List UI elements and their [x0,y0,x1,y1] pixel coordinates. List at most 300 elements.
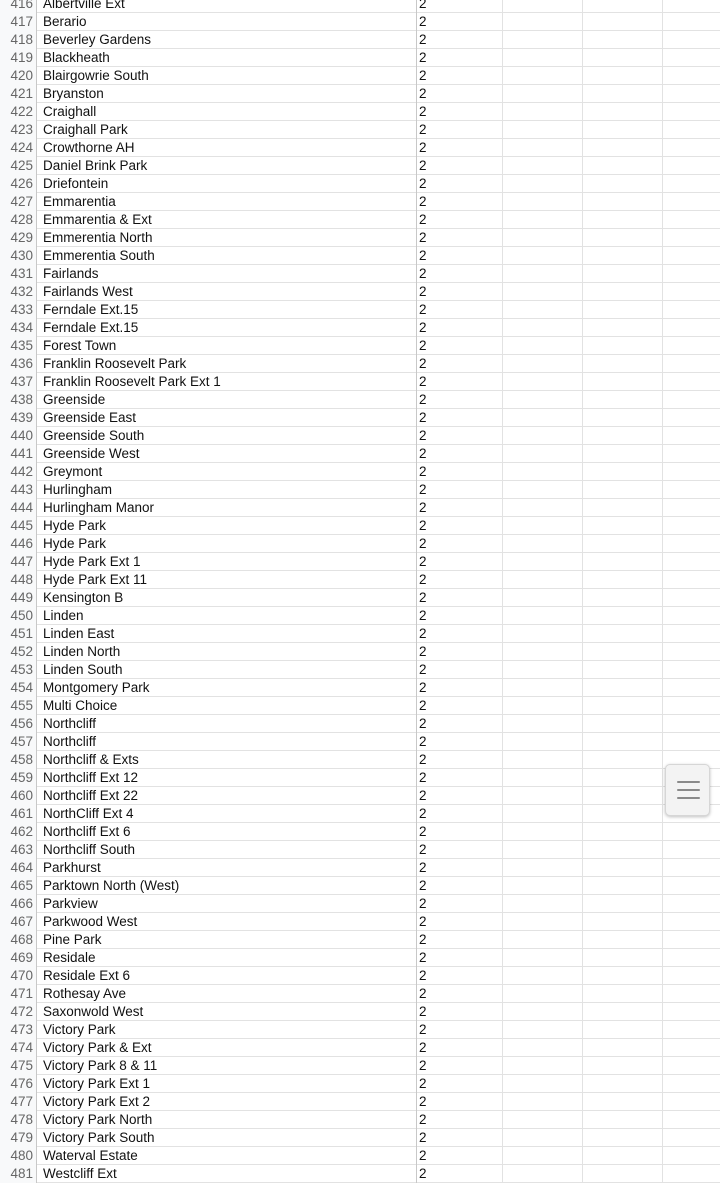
suburb-name-cell[interactable]: Linden South [37,661,417,679]
empty-cell[interactable] [663,733,720,751]
table-row[interactable] [0,157,720,175]
value-cell[interactable]: 2 [417,1021,503,1039]
suburb-name-cell[interactable]: Daniel Brink Park [37,157,417,175]
suburb-name-cell[interactable]: Northcliff [37,715,417,733]
empty-cell[interactable] [663,121,720,139]
suburb-name-cell[interactable]: Northcliff Ext 22 [37,787,417,805]
suburb-name-cell[interactable]: Hurlingham Manor [37,499,417,517]
empty-cell[interactable] [503,445,583,463]
suburb-name-cell[interactable]: Victory Park & Ext [37,1039,417,1057]
empty-cell[interactable] [663,229,720,247]
suburb-name-cell[interactable]: Rothesay Ave [37,985,417,1003]
table-row[interactable] [0,877,720,895]
empty-cell[interactable] [583,229,663,247]
value-cell[interactable]: 2 [417,985,503,1003]
empty-cell[interactable] [583,751,663,769]
suburb-name-cell[interactable]: Victory Park [37,1021,417,1039]
empty-cell[interactable] [583,769,663,787]
suburb-name-cell[interactable]: Greenside East [37,409,417,427]
value-cell[interactable]: 2 [417,13,503,31]
value-cell[interactable]: 2 [417,733,503,751]
empty-cell[interactable] [663,877,720,895]
empty-cell[interactable] [503,103,583,121]
table-row[interactable] [0,535,720,553]
empty-cell[interactable] [583,823,663,841]
empty-cell[interactable] [583,805,663,823]
table-row[interactable] [0,1093,720,1111]
empty-cell[interactable] [583,1165,663,1183]
empty-cell[interactable] [663,913,720,931]
suburb-name-cell[interactable]: Craighall Park [37,121,417,139]
empty-cell[interactable] [583,589,663,607]
empty-cell[interactable] [663,967,720,985]
table-row[interactable] [0,265,720,283]
empty-cell[interactable] [663,625,720,643]
empty-cell[interactable] [583,679,663,697]
empty-cell[interactable] [583,85,663,103]
empty-cell[interactable] [583,661,663,679]
value-cell[interactable]: 2 [417,193,503,211]
empty-cell[interactable] [503,409,583,427]
suburb-name-cell[interactable]: Crowthorne AH [37,139,417,157]
empty-cell[interactable] [583,517,663,535]
value-cell[interactable]: 2 [417,931,503,949]
suburb-name-cell[interactable]: Fairlands West [37,283,417,301]
suburb-name-cell[interactable]: Hyde Park [37,517,417,535]
empty-cell[interactable] [663,1165,720,1183]
table-row[interactable] [0,373,720,391]
table-row[interactable] [0,751,720,769]
value-cell[interactable]: 2 [417,1075,503,1093]
empty-cell[interactable] [583,337,663,355]
table-row[interactable] [0,895,720,913]
value-cell[interactable]: 2 [417,445,503,463]
value-cell[interactable]: 2 [417,661,503,679]
empty-cell[interactable] [503,877,583,895]
empty-cell[interactable] [663,391,720,409]
value-cell[interactable]: 2 [417,787,503,805]
empty-cell[interactable] [583,283,663,301]
suburb-name-cell[interactable]: Greenside [37,391,417,409]
value-cell[interactable]: 2 [417,769,503,787]
empty-cell[interactable] [503,175,583,193]
empty-cell[interactable] [583,787,663,805]
empty-cell[interactable] [503,121,583,139]
empty-cell[interactable] [583,409,663,427]
empty-cell[interactable] [503,139,583,157]
suburb-name-cell[interactable]: Hyde Park Ext 11 [37,571,417,589]
suburb-name-cell[interactable]: Northcliff Ext 6 [37,823,417,841]
empty-cell[interactable] [583,373,663,391]
empty-cell[interactable] [503,49,583,67]
empty-cell[interactable] [583,319,663,337]
empty-cell[interactable] [503,1075,583,1093]
value-cell[interactable]: 2 [417,391,503,409]
value-cell[interactable]: 2 [417,283,503,301]
table-row[interactable] [0,31,720,49]
empty-cell[interactable] [583,157,663,175]
empty-cell[interactable] [663,67,720,85]
table-row[interactable] [0,1075,720,1093]
value-cell[interactable]: 2 [417,1111,503,1129]
suburb-name-cell[interactable]: Craighall [37,103,417,121]
empty-cell[interactable] [583,481,663,499]
empty-cell[interactable] [583,643,663,661]
empty-cell[interactable] [663,301,720,319]
empty-cell[interactable] [663,517,720,535]
table-row[interactable] [0,787,720,805]
empty-cell[interactable] [583,931,663,949]
empty-cell[interactable] [503,805,583,823]
value-cell[interactable]: 2 [417,1057,503,1075]
empty-cell[interactable] [503,967,583,985]
suburb-name-cell[interactable]: Emmerentia North [37,229,417,247]
empty-cell[interactable] [663,895,720,913]
value-cell[interactable]: 2 [417,1003,503,1021]
empty-cell[interactable] [503,553,583,571]
empty-cell[interactable] [583,247,663,265]
empty-cell[interactable] [663,697,720,715]
value-cell[interactable]: 2 [417,427,503,445]
empty-cell[interactable] [503,481,583,499]
value-cell[interactable]: 2 [417,319,503,337]
empty-cell[interactable] [663,1057,720,1075]
suburb-name-cell[interactable]: Emmerentia South [37,247,417,265]
suburb-name-cell[interactable]: Northcliff [37,733,417,751]
table-row[interactable] [0,445,720,463]
empty-cell[interactable] [503,1039,583,1057]
empty-cell[interactable] [583,31,663,49]
empty-cell[interactable] [663,211,720,229]
empty-cell[interactable] [663,247,720,265]
value-cell[interactable]: 2 [417,517,503,535]
table-row[interactable] [0,769,720,787]
suburb-name-cell[interactable]: Emmarentia [37,193,417,211]
empty-cell[interactable] [663,445,720,463]
table-row[interactable] [0,247,720,265]
table-row[interactable] [0,913,720,931]
empty-cell[interactable] [663,265,720,283]
empty-cell[interactable] [663,319,720,337]
empty-cell[interactable] [503,1111,583,1129]
suburb-name-cell[interactable]: Victory Park South [37,1129,417,1147]
empty-cell[interactable] [503,895,583,913]
empty-cell[interactable] [503,463,583,481]
table-row[interactable] [0,805,720,823]
suburb-name-cell[interactable]: Bryanston [37,85,417,103]
table-row[interactable] [0,283,720,301]
empty-cell[interactable] [503,913,583,931]
suburb-name-cell[interactable]: Victory Park North [37,1111,417,1129]
empty-cell[interactable] [503,985,583,1003]
value-cell[interactable]: 2 [417,301,503,319]
table-row[interactable] [0,103,720,121]
suburb-name-cell[interactable]: Blairgowrie South [37,67,417,85]
empty-cell[interactable] [663,139,720,157]
table-row[interactable] [0,1129,720,1147]
table-row[interactable] [0,625,720,643]
value-cell[interactable]: 2 [417,805,503,823]
empty-cell[interactable] [583,1003,663,1021]
empty-cell[interactable] [663,535,720,553]
table-row[interactable] [0,571,720,589]
empty-cell[interactable] [503,517,583,535]
empty-cell[interactable] [583,985,663,1003]
empty-cell[interactable] [503,211,583,229]
empty-cell[interactable] [503,1129,583,1147]
empty-cell[interactable] [503,589,583,607]
value-cell[interactable]: 2 [417,49,503,67]
value-cell[interactable]: 2 [417,31,503,49]
empty-cell[interactable] [663,1003,720,1021]
suburb-name-cell[interactable]: Parkhurst [37,859,417,877]
table-row[interactable] [0,859,720,877]
empty-cell[interactable] [503,1021,583,1039]
empty-cell[interactable] [503,427,583,445]
value-cell[interactable]: 2 [417,1147,503,1165]
value-cell[interactable]: 2 [417,751,503,769]
table-row[interactable] [0,229,720,247]
value-cell[interactable]: 2 [417,121,503,139]
table-row[interactable] [0,1111,720,1129]
suburb-name-cell[interactable]: Driefontein [37,175,417,193]
empty-cell[interactable] [503,499,583,517]
empty-cell[interactable] [583,1147,663,1165]
empty-cell[interactable] [583,625,663,643]
table-row[interactable] [0,0,720,13]
suburb-name-cell[interactable]: Multi Choice [37,697,417,715]
empty-cell[interactable] [663,949,720,967]
suburb-name-cell[interactable]: Parktown North (West) [37,877,417,895]
empty-cell[interactable] [663,373,720,391]
empty-cell[interactable] [663,679,720,697]
empty-cell[interactable] [583,1111,663,1129]
value-cell[interactable]: 2 [417,499,503,517]
table-row[interactable] [0,67,720,85]
empty-cell[interactable] [503,1165,583,1183]
empty-cell[interactable] [503,247,583,265]
empty-cell[interactable] [503,265,583,283]
suburb-name-cell[interactable]: Pine Park [37,931,417,949]
empty-cell[interactable] [663,643,720,661]
empty-cell[interactable] [583,139,663,157]
value-cell[interactable]: 2 [417,535,503,553]
empty-cell[interactable] [663,283,720,301]
empty-cell[interactable] [503,769,583,787]
value-cell[interactable]: 2 [417,625,503,643]
suburb-name-cell[interactable]: Victory Park 8 & 11 [37,1057,417,1075]
suburb-name-cell[interactable]: Residale Ext 6 [37,967,417,985]
table-row[interactable] [0,481,720,499]
empty-cell[interactable] [583,301,663,319]
empty-cell[interactable] [663,985,720,1003]
empty-cell[interactable] [583,607,663,625]
empty-cell[interactable] [663,553,720,571]
value-cell[interactable]: 2 [417,409,503,427]
value-cell[interactable]: 2 [417,877,503,895]
table-row[interactable] [0,427,720,445]
empty-cell[interactable] [503,355,583,373]
empty-cell[interactable] [583,463,663,481]
table-row[interactable] [0,337,720,355]
empty-cell[interactable] [503,931,583,949]
table-row[interactable] [0,85,720,103]
suburb-name-cell[interactable]: Ferndale Ext.15 [37,319,417,337]
value-cell[interactable]: 2 [417,823,503,841]
empty-cell[interactable] [503,643,583,661]
table-row[interactable] [0,931,720,949]
table-row[interactable] [0,1021,720,1039]
value-cell[interactable]: 2 [417,949,503,967]
empty-cell[interactable] [583,121,663,139]
empty-cell[interactable] [503,157,583,175]
empty-cell[interactable] [583,1039,663,1057]
empty-cell[interactable] [503,373,583,391]
empty-cell[interactable] [503,1057,583,1075]
empty-cell[interactable] [663,103,720,121]
suburb-name-cell[interactable]: Emmarentia & Ext [37,211,417,229]
empty-cell[interactable] [503,193,583,211]
table-row[interactable] [0,391,720,409]
empty-cell[interactable] [503,229,583,247]
empty-cell[interactable] [663,1129,720,1147]
table-row[interactable] [0,1057,720,1075]
empty-cell[interactable] [583,175,663,193]
empty-cell[interactable] [583,1057,663,1075]
suburb-name-cell[interactable]: Greymont [37,463,417,481]
value-cell[interactable]: 2 [417,607,503,625]
suburb-name-cell[interactable]: Linden [37,607,417,625]
value-cell[interactable]: 2 [417,1129,503,1147]
value-cell[interactable]: 2 [417,175,503,193]
table-row[interactable] [0,679,720,697]
suburb-name-cell[interactable]: Northcliff South [37,841,417,859]
table-row[interactable] [0,1147,720,1165]
suburb-name-cell[interactable]: Berario [37,13,417,31]
value-cell[interactable]: 2 [417,67,503,85]
suburb-name-cell[interactable]: Northcliff & Exts [37,751,417,769]
empty-cell[interactable] [583,499,663,517]
empty-cell[interactable] [663,175,720,193]
suburb-name-cell[interactable]: NorthCliff Ext 4 [37,805,417,823]
empty-cell[interactable] [583,841,663,859]
suburb-name-cell[interactable]: Westcliff Ext [37,1165,417,1183]
empty-cell[interactable] [663,427,720,445]
value-cell[interactable]: 2 [417,0,503,13]
empty-cell[interactable] [663,49,720,67]
empty-cell[interactable] [583,13,663,31]
table-row[interactable] [0,175,720,193]
value-cell[interactable]: 2 [417,481,503,499]
empty-cell[interactable] [663,31,720,49]
empty-cell[interactable] [583,193,663,211]
empty-cell[interactable] [663,337,720,355]
value-cell[interactable]: 2 [417,841,503,859]
menu-button[interactable] [665,764,710,816]
empty-cell[interactable] [583,49,663,67]
value-cell[interactable]: 2 [417,139,503,157]
value-cell[interactable]: 2 [417,1093,503,1111]
suburb-name-cell[interactable]: Hyde Park Ext 1 [37,553,417,571]
empty-cell[interactable] [583,67,663,85]
value-cell[interactable]: 2 [417,571,503,589]
empty-cell[interactable] [583,1075,663,1093]
value-cell[interactable]: 2 [417,715,503,733]
table-row[interactable] [0,193,720,211]
empty-cell[interactable] [663,1093,720,1111]
value-cell[interactable]: 2 [417,229,503,247]
empty-cell[interactable] [663,481,720,499]
value-cell[interactable]: 2 [417,697,503,715]
empty-cell[interactable] [663,0,720,13]
empty-cell[interactable] [663,193,720,211]
suburb-name-cell[interactable]: Kensington B [37,589,417,607]
empty-cell[interactable] [663,1147,720,1165]
table-row[interactable] [0,553,720,571]
empty-cell[interactable] [583,733,663,751]
empty-cell[interactable] [503,679,583,697]
empty-cell[interactable] [503,85,583,103]
value-cell[interactable]: 2 [417,1039,503,1057]
value-cell[interactable]: 2 [417,337,503,355]
empty-cell[interactable] [503,751,583,769]
empty-cell[interactable] [583,949,663,967]
suburb-name-cell[interactable]: Franklin Roosevelt Park [37,355,417,373]
suburb-name-cell[interactable]: Greenside West [37,445,417,463]
empty-cell[interactable] [663,157,720,175]
table-row[interactable] [0,715,720,733]
value-cell[interactable]: 2 [417,679,503,697]
value-cell[interactable]: 2 [417,895,503,913]
empty-cell[interactable] [503,391,583,409]
suburb-name-cell[interactable]: Saxonwold West [37,1003,417,1021]
value-cell[interactable]: 2 [417,1165,503,1183]
empty-cell[interactable] [583,211,663,229]
empty-cell[interactable] [503,661,583,679]
empty-cell[interactable] [583,427,663,445]
empty-cell[interactable] [583,571,663,589]
suburb-name-cell[interactable]: Northcliff Ext 12 [37,769,417,787]
empty-cell[interactable] [583,445,663,463]
empty-cell[interactable] [503,67,583,85]
empty-cell[interactable] [503,823,583,841]
value-cell[interactable]: 2 [417,913,503,931]
table-row[interactable] [0,985,720,1003]
table-row[interactable] [0,13,720,31]
empty-cell[interactable] [503,1093,583,1111]
suburb-name-cell[interactable]: Fairlands [37,265,417,283]
empty-cell[interactable] [663,355,720,373]
table-row[interactable] [0,967,720,985]
table-row[interactable] [0,301,720,319]
table-row[interactable] [0,517,720,535]
suburb-name-cell[interactable]: Forest Town [37,337,417,355]
table-row[interactable] [0,643,720,661]
empty-cell[interactable] [503,715,583,733]
table-row[interactable] [0,697,720,715]
empty-cell[interactable] [583,913,663,931]
table-row[interactable] [0,463,720,481]
empty-cell[interactable] [503,859,583,877]
empty-cell[interactable] [503,607,583,625]
empty-cell[interactable] [663,1021,720,1039]
suburb-name-cell[interactable]: Blackheath [37,49,417,67]
suburb-name-cell[interactable]: Linden North [37,643,417,661]
empty-cell[interactable] [503,31,583,49]
empty-cell[interactable] [503,319,583,337]
empty-cell[interactable] [583,1021,663,1039]
empty-cell[interactable] [503,0,583,13]
